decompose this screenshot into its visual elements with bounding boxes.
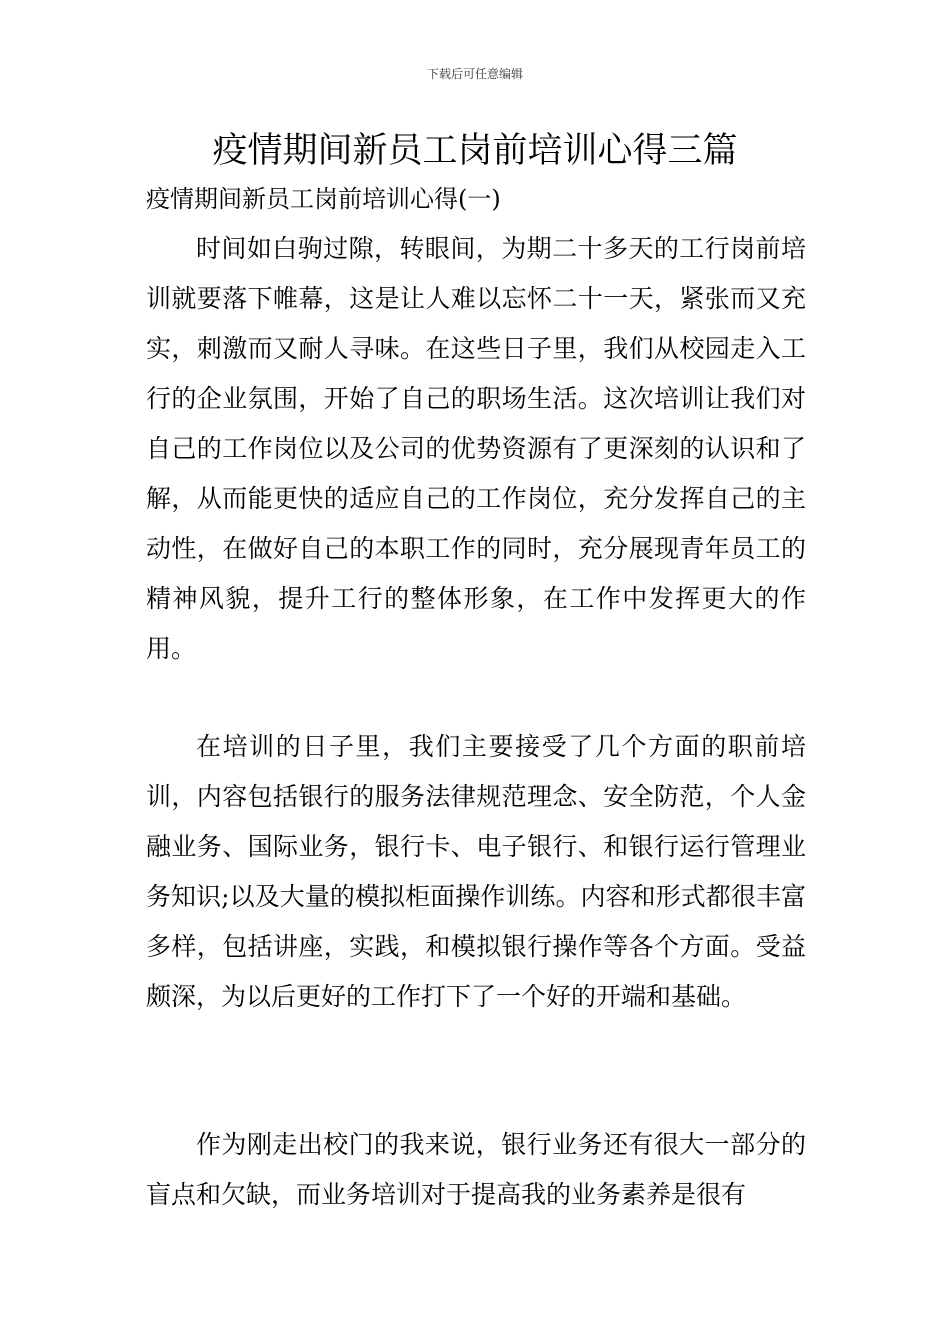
paragraph-1: 时间如白驹过隙，转眼间，为期二十多天的工行岗前培训就要落下帷幕，这是让人难以忘怀二十一天，紧张而又充实，刺激而又耐人寻味。在这些日子里，我们从校园走入工行的企业氛围，开始了自己的职场生活。这次培训让我们对自己的工作岗位以及公司的优势资源有了更深刻的认识和了解，从而能更快的适应自己的工作岗位，充分发挥自己的主动性，在做好自己的本职工作的同时，充分展现青年员工的精神风貌，提升工行的整体形象，在工作中发挥更大的作用。 bbox=[146, 234, 806, 663]
header-note: 下载后可任意编辑 bbox=[426, 67, 523, 81]
document-title: 疫情期间新员工岗前培训心得三篇 bbox=[212, 131, 738, 171]
paragraph-3: 作为刚走出校门的我来说，银行业务还有很大一部分的盲点和欠缺，而业务培训对于提高我的业务素养是很有 bbox=[146, 1130, 806, 1209]
paragraph-2: 在培训的日子里，我们主要接受了几个方面的职前培训，内容包括银行的服务法律规范理念、安全防范，个人金融业务、国际业务，银行卡、电子银行、和银行运行管理业务知识;以及大量的模拟柜面操作训练。内容和形式都很丰富多样，包括讲座，实践，和模拟银行操作等各个方面。受益颇深，为以后更好的工作打下了一个好的开端和基础。 bbox=[146, 732, 806, 1011]
section-heading: 疫情期间新员工岗前培训心得(一) bbox=[146, 185, 501, 213]
